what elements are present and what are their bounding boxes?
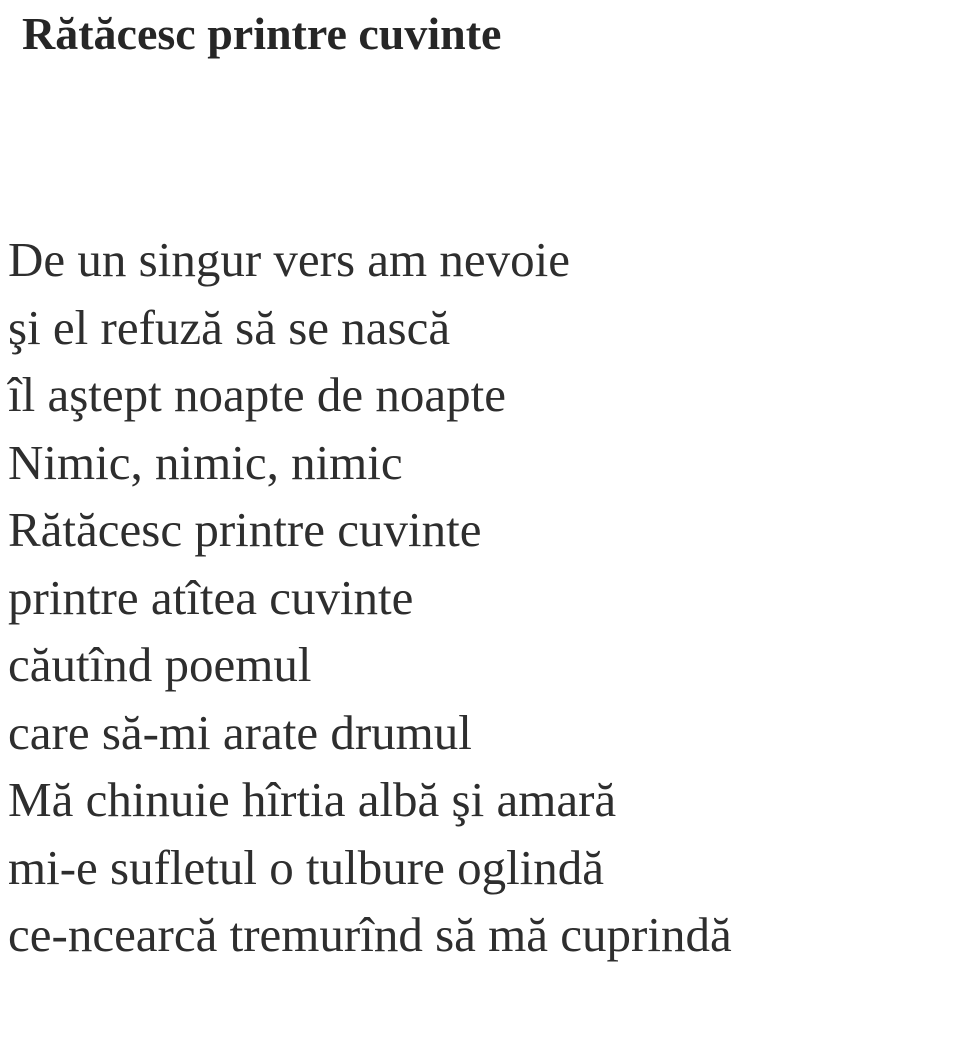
verse-line: care să-mi arate drumul — [8, 704, 472, 760]
verse-line: printre atîtea cuvinte — [8, 569, 414, 625]
verse-line: mi-e sufletul o tulbure oglindă — [8, 839, 605, 895]
verse-line: De un singur vers am nevoie — [8, 232, 570, 287]
poem-title: Rătăcesc printre cuvinte — [22, 8, 502, 59]
verse-line: ce-ncearcă tremurînd să mă cuprindă — [8, 907, 732, 962]
poem-body — [8, 226, 732, 969]
verse-line: şi el refuză să se nască — [8, 299, 451, 355]
verse-line: căutînd poemul — [8, 637, 312, 692]
verse-line: Rătăcesc printre cuvinte — [8, 502, 482, 557]
verse-line: îl aştept noapte de noapte — [8, 367, 506, 422]
verse-line: Mă chinuie hîrtia albă şi amară — [8, 772, 617, 827]
verse-line: Nimic, nimic, nimic — [8, 434, 403, 490]
